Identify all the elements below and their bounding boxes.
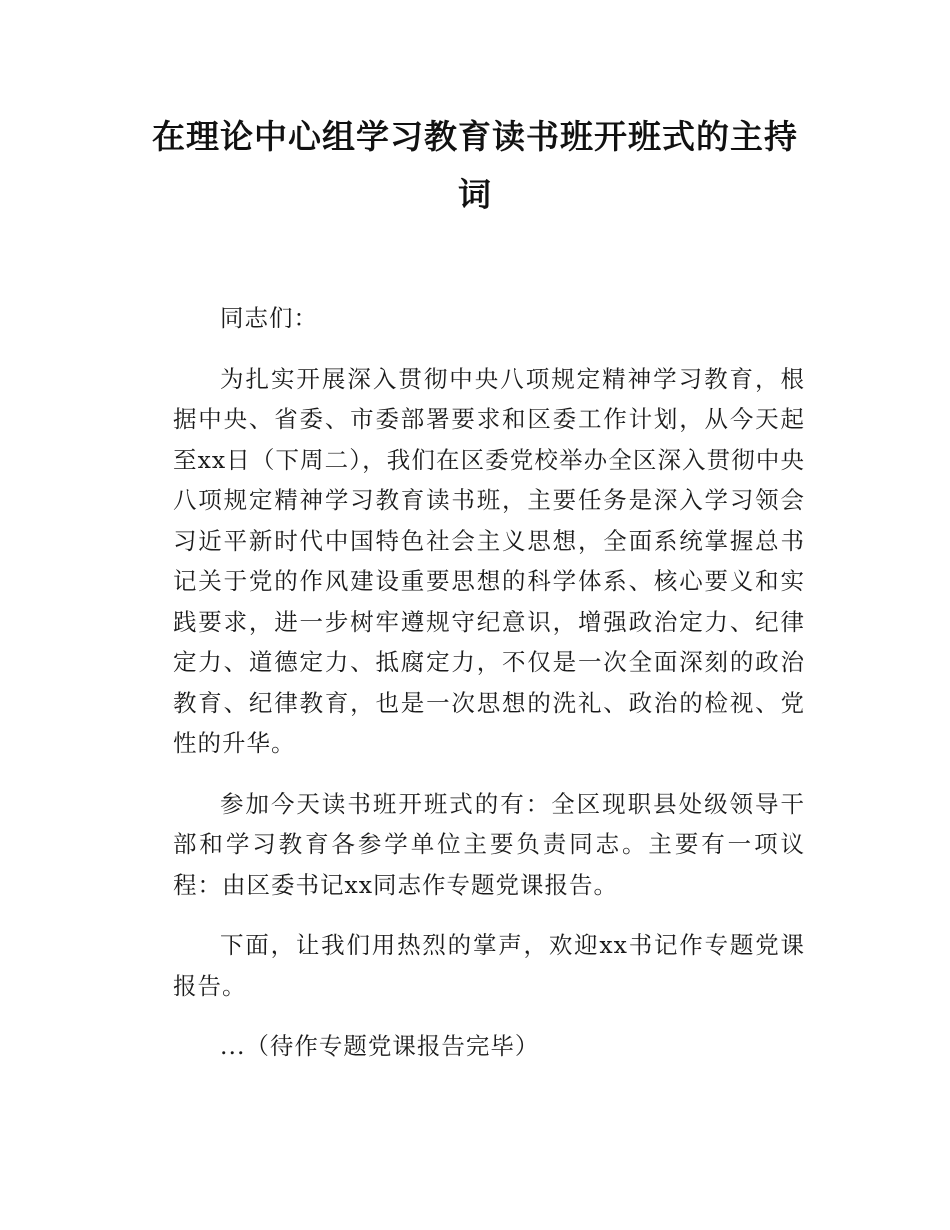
document-body (173, 298, 805, 1087)
pending-note-paragraph: ...（待作专题党课报告完毕） (220, 1032, 540, 1060)
purpose-paragraph: 为扎实开展深入贯彻中央八项规定精神学习教育，根据中央、省委、市委部署要求和区委工作计划，从今天起至xx日（下周二），我们在区委党校举办全区深入贯彻中央八项规定精神学习教育读书班，主要任务是深入学习领会习近平新时代中国特色社会主义思想，全面系统掌握总书记关于党的作风建设重要思想的科学体系、核心要义和实践要求，进一步树牢遵规守纪意识，增强政治定力、纪律定力、道德定力、抵腐定力，不仅是一次全面深刻的政治教育、纪律教育，也是一次思想的洗礼、政治的检视、党性的升华。 (173, 364, 805, 757)
welcome-paragraph: 下面，让我们用热烈的掌声，欢迎xx书记作专题党课报告。 (173, 931, 805, 1000)
attendees-paragraph: 参加今天读书班开班式的有：全区现职县处级领导干部和学习教育各参学单位主要负责同志。主要有一项议程：由区委书记xx同志作专题党课报告。 (173, 789, 805, 899)
salutation-paragraph: 同志们： (220, 304, 318, 332)
document-title: 在理论中心组学习教育读书班开班式的主持词 (152, 117, 798, 214)
